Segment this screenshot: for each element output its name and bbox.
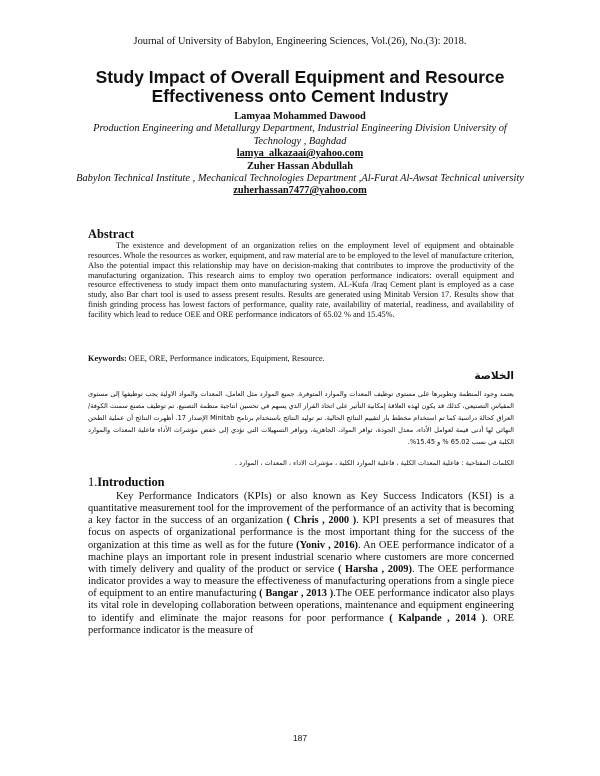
keywords xyxy=(88,354,514,363)
author-name: Lamyaa Mohammed Dawood xyxy=(234,111,366,122)
introduction-paragraph xyxy=(88,491,514,637)
author-block xyxy=(70,111,530,198)
author-affiliation: Production Engineering and Metallurgy Department, Industrial Engineering Division University of Technology , Baghdad xyxy=(93,123,507,147)
section-number: 1. xyxy=(88,475,98,489)
arabic-abstract-heading: الخلاصة xyxy=(474,370,514,382)
section-heading xyxy=(88,475,165,490)
author-email[interactable]: zuherhassan7477@yahoo.com xyxy=(233,185,367,197)
intro-text: . ORE performance indicator is the measure of xyxy=(88,612,515,636)
intro-text: Key Performance Indicators (KPIs) or also known as Key Success Indicators (KSI) is a quantitative measurement tool for the improvement of the performance of an activity that is becoming a key factor in the success of an organization xyxy=(88,491,514,527)
intro-text: . KPI presents a set of measures that focus on aspects of organizational performance is the most important thing for the success of the organization at this time as well as for the future xyxy=(88,515,515,551)
arabic-keywords: الكلمات المفتاحية : فاعلية المعدات الكلية ، فاعلية الموارد الكلية ، مؤشرات الاداء ، المعدات ، الموارد . xyxy=(234,459,514,467)
author-name: Zuher Hassan Abdullah xyxy=(246,160,354,172)
intro-text: . An OEE performance indicator of a machine plays an important role in present industrial scenario where customers are more concerned with timely delivery and quality of the product or service xyxy=(88,539,515,575)
intro-text: .The OEE performance indicator also plays its vital role in developing collaboration between operations, maintenance and equipment engineering to identify and eliminate the major reasons for poor performance xyxy=(88,588,514,624)
arabic-abstract-body: يعتمد وجود المنظمة وتطويرها على مستوى توظيف المعدات والموارد المتوفرة. جميع الموارد مثل العامل، المعدات والمواد الاولية يجب توظيفها إلى مستوى المقياس التصنيعي، كذلك قد يكون لهذه العلاقة إمكانية التأثير على اتخاذ القرار الذي يسهم في تحسين انتاجية منظمة التصنيع. تم توظيف مصنع سمنت الكوفة/العراق كحالة دراسية كما تم استخدام مخطط بار لتقييم النتائج الحالية. تم توليد النتائج باستخدام برنامج Minitab الإصدار 17. أظهرت النتائج أن عملية الطحن النهائي لها أدنى قيمة لعوامل الأداء، معدل الجودة، توافر المواد، الجاهزية، وتوافر التسهيلات التي تؤدي إلى خفض مؤشرات الأداء فاعلية المعدات والموارد الكلية في نسب 65.02 % و 15.45%. xyxy=(88,390,514,447)
keywords-list: OEE, ORE, Performance indicators, Equipment, Resource. xyxy=(126,354,325,363)
keywords-label: Keywords: xyxy=(88,354,127,363)
citation: (Yoniv , 2016) xyxy=(296,539,359,551)
intro-text: . The OEE performance indicator provides a way to measure the effectiveness of manufacturing operations from a single piece of equipment to an entire manufacturing xyxy=(88,563,514,600)
citation: ( Bangar , 2013 ) xyxy=(259,588,334,600)
citation: ( Chris , 2000 ) xyxy=(286,515,357,527)
author-email[interactable]: lamya_alkazaai@yahoo.com xyxy=(236,148,364,160)
page-number: 187 xyxy=(292,733,308,743)
abstract-body: The existence and development of an organization relies on the employment level of equipment and obtainable resources. Whole the resources as worker, equipment, and raw material are to be employed to the level of manufacture criterion, Also the potential impact this relationship may have on decision-making that contributes to improve the productivity of the manufacturing organization. This research aims to employ two operation performance indicators: overall equipment and resource effectiveness to study impact them onto manufacturing system. AL-Kufa /Iraq Cement plant is employed as a case study, also Bar chart tool is used to assess present results. Results are generated using Minitab Version 17. Results show that finish grinding process has lowest factors of performance, quality rate, availability of material, readiness, and availability of facility which lead to reduce OEE and ORE performance indicators of 65.02 % and 15.45%. xyxy=(88,241,514,319)
paper-title: Study Impact of Overall Equipment and Resource Effectiveness onto Cement Industry xyxy=(95,67,505,106)
abstract-heading: Abstract xyxy=(88,227,135,241)
section-title: Introduction xyxy=(97,475,165,489)
citation: ( Harsha , 2009) xyxy=(337,563,412,575)
journal-header: Journal of University of Babylon, Engineering Sciences, Vol.(26), No.(3): 2018. xyxy=(133,36,467,47)
author-affiliation: Babylon Technical Institute , Mechanical Technologies Department ,Al-Furat Al-Awsat Technical university xyxy=(76,173,524,185)
citation: ( Kalpande , 2014 ) xyxy=(389,612,486,624)
